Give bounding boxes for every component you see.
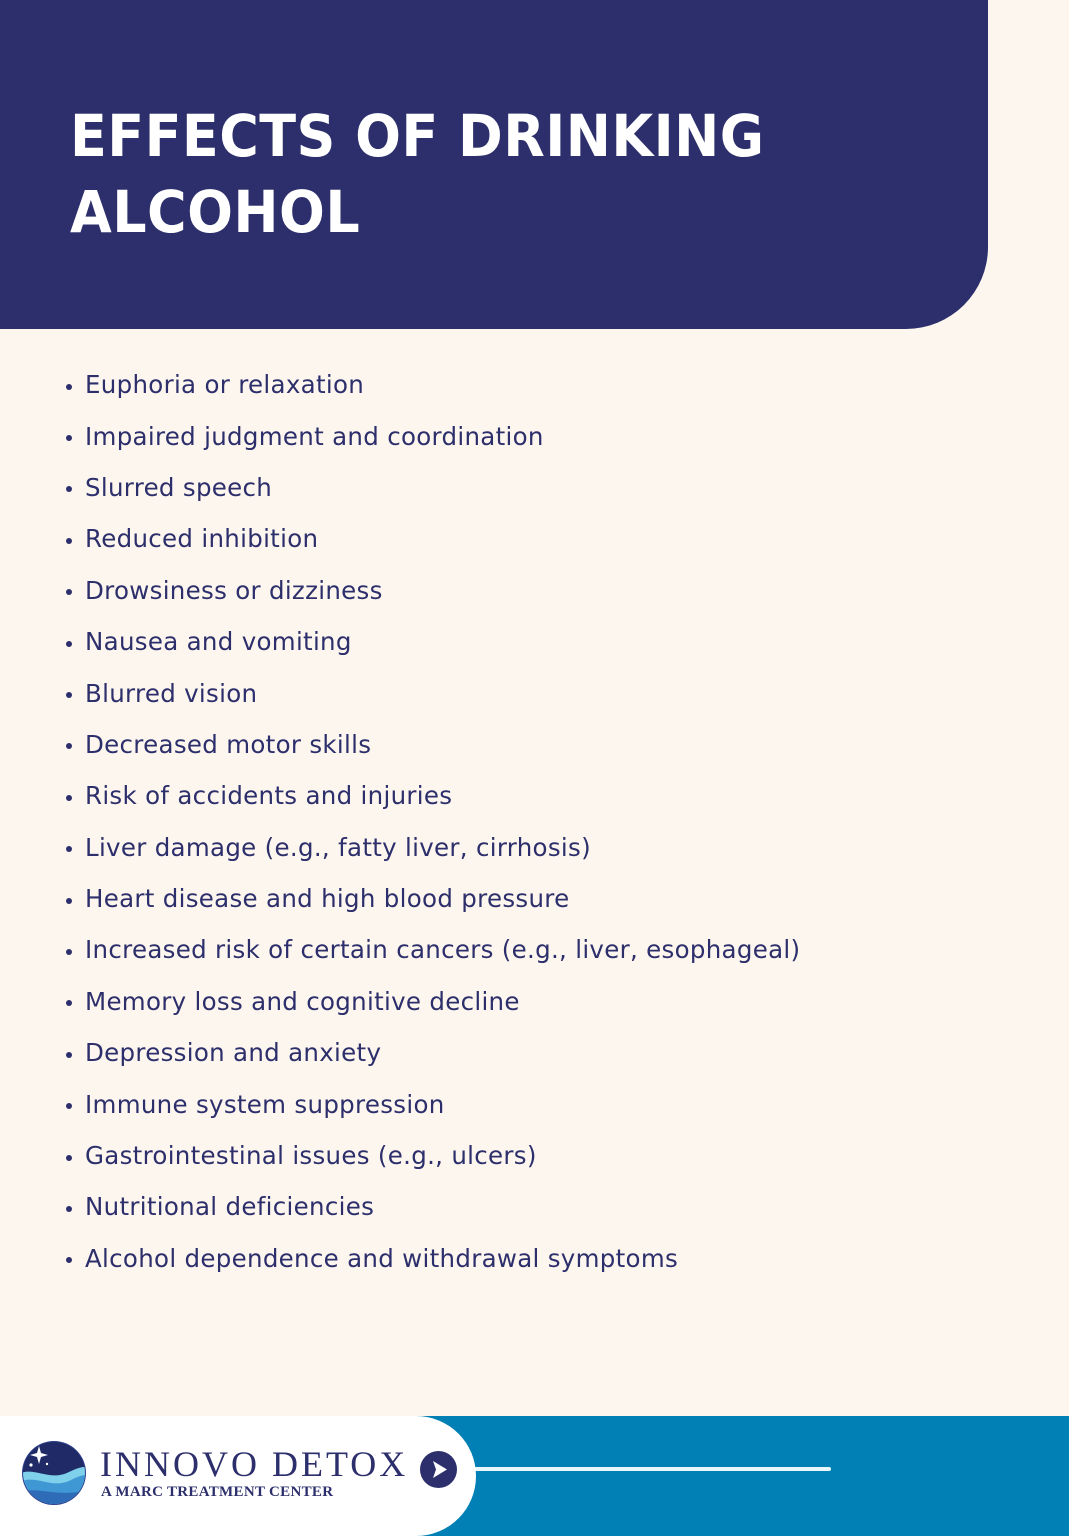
list-item-text: Blurred vision: [85, 678, 258, 708]
list-item: [66, 822, 800, 873]
globe-wave-star-icon: [19, 1436, 89, 1506]
footer-divider-line: [470, 1467, 831, 1471]
list-item: [66, 1130, 800, 1181]
footer-bar: [0, 1416, 1069, 1536]
list-item-text: Gastrointestinal issues (e.g., ulcers): [85, 1141, 537, 1171]
list-item-text: Liver damage (e.g., fatty liver, cirrhosis): [85, 832, 591, 862]
bullet-icon: [66, 1206, 72, 1212]
list-item-text: Slurred speech: [85, 472, 273, 502]
bullet-icon: [66, 898, 72, 904]
list-item: [66, 667, 800, 718]
list-item: [66, 616, 800, 667]
bullet-icon: [66, 949, 72, 955]
bullet-icon: [66, 846, 72, 852]
list-item-text: Drowsiness or dizziness: [85, 575, 383, 605]
bullet-icon: [66, 538, 72, 544]
title-line-1: EFFECTS OF DRINKING: [70, 102, 765, 170]
list-item-text: Heart disease and high blood pressure: [85, 884, 570, 914]
list-item-text: Depression and anxiety: [85, 1038, 382, 1068]
bullet-icon: [66, 589, 72, 595]
list-item: [66, 565, 800, 616]
list-item: [66, 462, 800, 513]
bullet-icon: [66, 743, 72, 749]
brand-tagline: A MARC TREATMENT CENTER: [101, 1484, 334, 1500]
list-item-text: Nausea and vomiting: [85, 627, 352, 657]
bullet-icon: [66, 692, 72, 698]
brand-name: INNOVO DETOX: [100, 1444, 409, 1484]
list-item-text: Risk of accidents and injuries: [85, 781, 453, 811]
title-line-2: ALCOHOL: [70, 178, 361, 246]
list-item: [66, 1027, 800, 1078]
list-item: [66, 976, 800, 1027]
list-item: [66, 719, 800, 770]
play-button[interactable]: [420, 1451, 457, 1488]
list-item-text: Increased risk of certain cancers (e.g., liver, esophageal): [85, 935, 801, 965]
bullet-icon: [66, 795, 72, 801]
list-item-text: Decreased motor skills: [85, 729, 372, 759]
list-item-text: Memory loss and cognitive decline: [85, 986, 520, 1016]
bullet-icon: [66, 486, 72, 492]
bullet-icon: [66, 1000, 72, 1006]
list-item: [66, 924, 800, 975]
bullet-icon: [66, 435, 72, 441]
list-item-text: Euphoria or relaxation: [85, 370, 365, 400]
bullet-icon: [66, 641, 72, 647]
list-item: [66, 1078, 800, 1129]
bullet-icon: [66, 1052, 72, 1058]
play-icon: [420, 1451, 457, 1488]
bullet-icon: [66, 1155, 72, 1161]
list-item: [66, 1181, 800, 1232]
list-item: [66, 770, 800, 821]
bullet-icon: [66, 384, 72, 390]
bullet-icon: [66, 1257, 72, 1263]
list-item: [66, 873, 800, 924]
page-title: [70, 98, 765, 250]
effects-list: [66, 359, 800, 1284]
header-banner: [0, 0, 988, 329]
list-item: [66, 410, 800, 461]
brand-logo-link[interactable]: [0, 1416, 476, 1536]
list-item: [66, 513, 800, 564]
list-item-text: Impaired judgment and coordination: [85, 421, 544, 451]
list-item-text: Reduced inhibition: [85, 524, 319, 554]
list-item-text: Alcohol dependence and withdrawal symptoms: [85, 1243, 679, 1273]
list-item-text: Nutritional deficiencies: [85, 1192, 375, 1222]
bullet-icon: [66, 1103, 72, 1109]
list-item-text: Immune system suppression: [85, 1089, 445, 1119]
list-item: [66, 1233, 800, 1284]
list-item: [66, 359, 800, 410]
